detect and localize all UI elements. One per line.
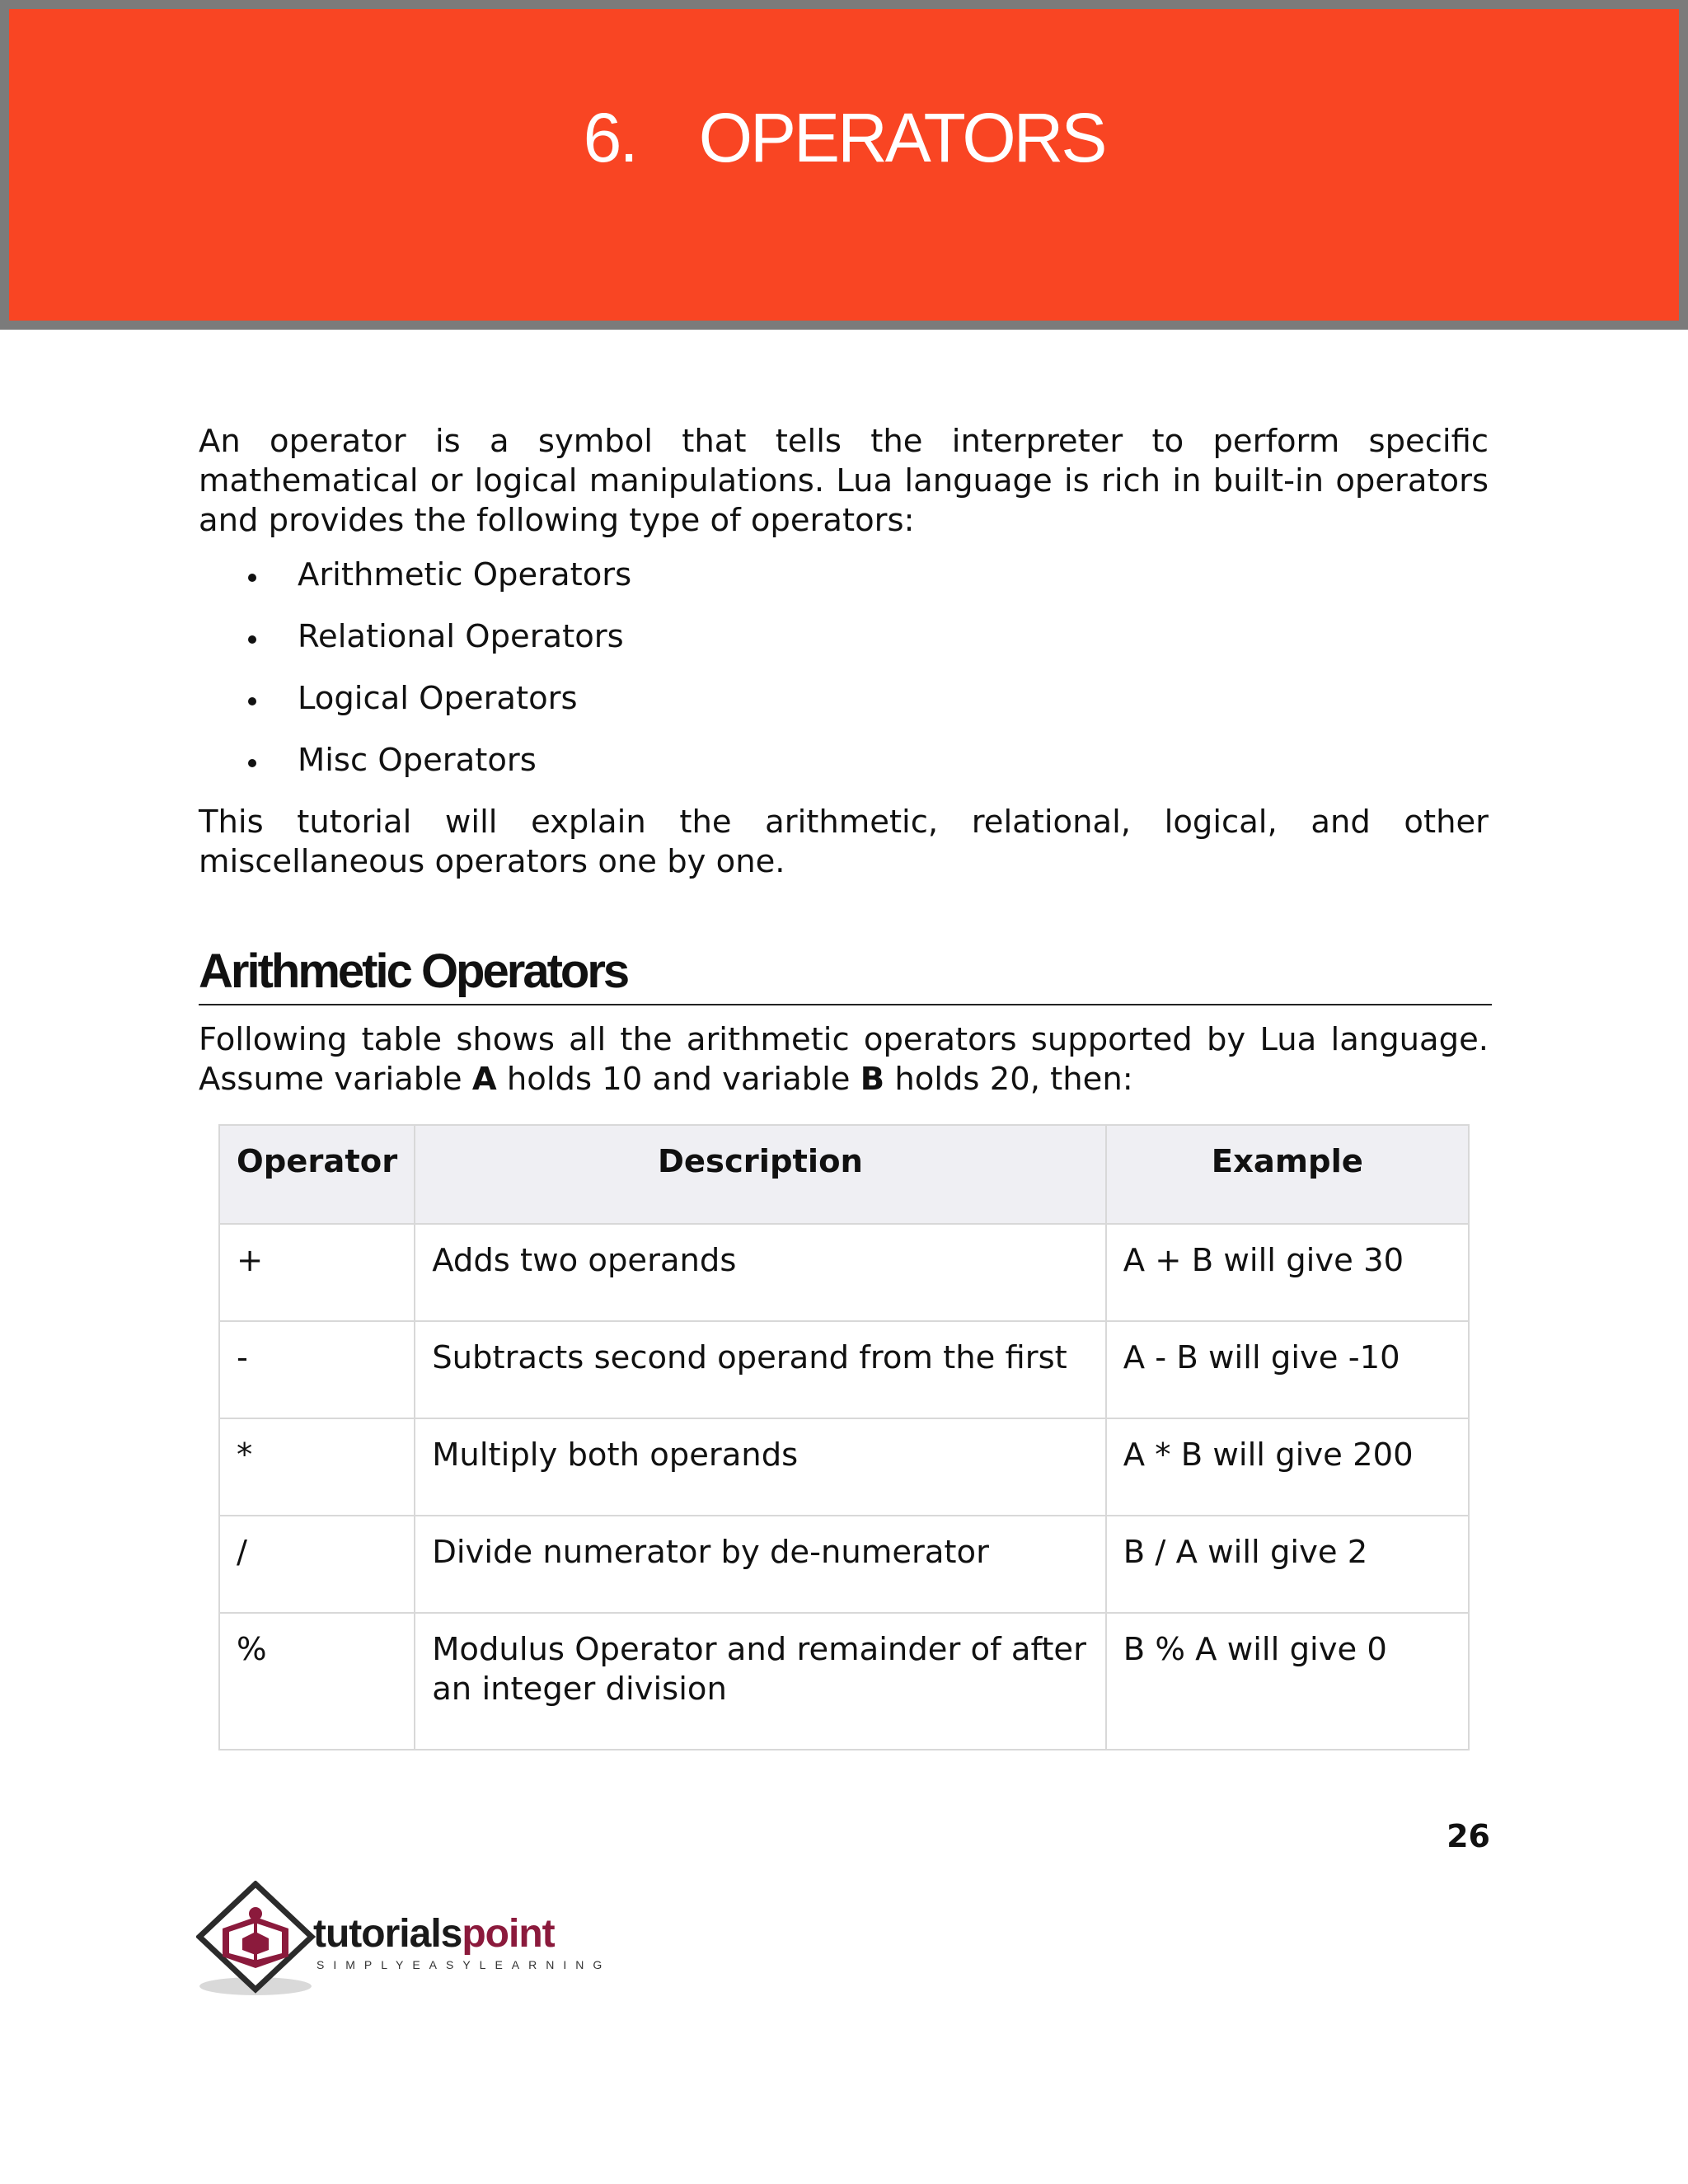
example-cell: A + B will give 30 xyxy=(1106,1224,1469,1321)
table-row xyxy=(219,1224,1469,1321)
chapter-title-text: OPERATORS xyxy=(698,99,1105,176)
operator-cell: + xyxy=(219,1224,415,1321)
table-row xyxy=(219,1613,1469,1750)
logo-brand: tutorialspoint xyxy=(313,1912,555,1956)
table-row xyxy=(219,1418,1469,1516)
chapter-title xyxy=(9,98,1679,178)
operator-cell: % xyxy=(219,1613,415,1750)
page-number: 26 xyxy=(1447,1818,1490,1854)
chapter-number: 6. xyxy=(583,99,636,176)
outro-paragraph: This tutorial will explain the arithmetic, relational, logical, and other miscellaneous operators one by one. xyxy=(199,804,1489,880)
table-row xyxy=(219,1516,1469,1613)
intro-content xyxy=(199,422,1489,882)
list-item: Logical Operators xyxy=(199,679,1489,741)
chapter-banner xyxy=(0,0,1688,330)
operator-cell: * xyxy=(219,1418,415,1516)
arithmetic-operators-table xyxy=(218,1124,1470,1750)
example-cell: A - B will give -10 xyxy=(1106,1321,1469,1418)
intro-paragraph: An operator is a symbol that tells the interpreter to perform specific mathematical or logical manipulations. Lua language is rich in built-in operators and provides the following type of operators: xyxy=(199,423,1489,539)
bullet-icon xyxy=(248,697,256,705)
variable-a: A xyxy=(471,1061,497,1098)
description-cell: Multiply both operands xyxy=(415,1418,1105,1516)
description-cell: Subtracts second operand from the first xyxy=(415,1321,1105,1418)
bullet-icon xyxy=(248,635,256,644)
table-header-row xyxy=(219,1125,1469,1224)
description-cell: Modulus Operator and remainder of after an integer division xyxy=(415,1613,1105,1750)
list-item: Misc Operators xyxy=(199,741,1489,803)
list-item: Arithmetic Operators xyxy=(199,555,1489,617)
table-intro-paragraph: Following table shows all the arithmetic operators supported by Lua language. Assume variable A holds 10 and variable B holds 20, then: xyxy=(199,1021,1489,1098)
header-example: Example xyxy=(1106,1125,1469,1224)
operator-cell: - xyxy=(219,1321,415,1418)
bullet-icon xyxy=(248,574,256,582)
variable-b: B xyxy=(860,1061,885,1098)
description-cell: Adds two operands xyxy=(415,1224,1105,1321)
section-heading: Arithmetic Operators xyxy=(199,940,1492,1005)
bullet-icon xyxy=(248,759,256,767)
header-description: Description xyxy=(415,1125,1105,1224)
description-cell: Divide numerator by de-numerator xyxy=(415,1516,1105,1613)
example-cell: A * B will give 200 xyxy=(1106,1418,1469,1516)
example-cell: B % A will give 0 xyxy=(1106,1613,1469,1750)
operator-type-list xyxy=(199,555,1489,803)
header-operator: Operator xyxy=(219,1125,415,1224)
tutorialspoint-book-diamond-icon xyxy=(196,1881,320,2000)
example-cell: B / A will give 2 xyxy=(1106,1516,1469,1613)
tutorialspoint-logo xyxy=(196,1881,612,2000)
logo-tagline: SIMPLYEASYLEARNING xyxy=(316,1958,612,1971)
table-row xyxy=(219,1321,1469,1418)
operator-cell: / xyxy=(219,1516,415,1613)
list-item: Relational Operators xyxy=(199,617,1489,679)
